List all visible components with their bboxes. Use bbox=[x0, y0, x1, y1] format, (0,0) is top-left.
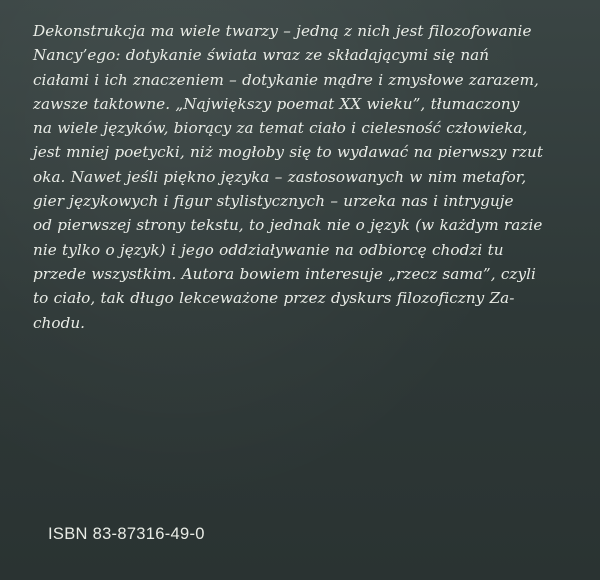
blurb-text bbox=[33, 19, 578, 335]
blurb-line: chodu. bbox=[33, 313, 86, 332]
isbn-number: ISBN 83-87316-49-0 bbox=[48, 525, 205, 543]
blurb-line: Nancy’ego: dotykanie świata wraz ze składającymi się nań bbox=[33, 46, 490, 65]
blurb-line: jest mniej poetycki, niż mogłoby się to wydawać na pierwszy rzut bbox=[33, 143, 544, 162]
blurb-line: Dekonstrukcja ma wiele twarzy – jedną z nich jest filozofowanie bbox=[33, 22, 532, 40]
blurb-line: oka. Nawet jeśli piękno języka – zastosowanych w nim metafor, bbox=[33, 167, 527, 186]
blurb-line: przede wszystkim. Autora bowiem interesuje „rzecz sama”, czyli bbox=[33, 264, 536, 283]
blurb-line: od pierwszej strony tekstu, to jednak nie o język (w każdym razie bbox=[33, 216, 543, 235]
blurb-line: zawsze taktowne. „Największy poemat XX wieku”, tłumaczony bbox=[33, 94, 520, 113]
blurb-line: nie tylko o język) i jego oddziaływanie na odbiorcę chodzi tu bbox=[33, 240, 504, 259]
blurb-line: to ciało, tak długo lekceważone przez dyskurs filozoficzny Za- bbox=[33, 289, 515, 308]
blurb-line: ciałami i ich znaczeniem – dotykanie mądre i zmysłowe zarazem, bbox=[33, 70, 539, 89]
blurb-line: gier językowych i figur stylistycznych – urzeka nas i intryguje bbox=[33, 192, 514, 211]
blurb-line: na wiele języków, biorący za temat ciało i cielesność człowieka, bbox=[33, 119, 528, 138]
